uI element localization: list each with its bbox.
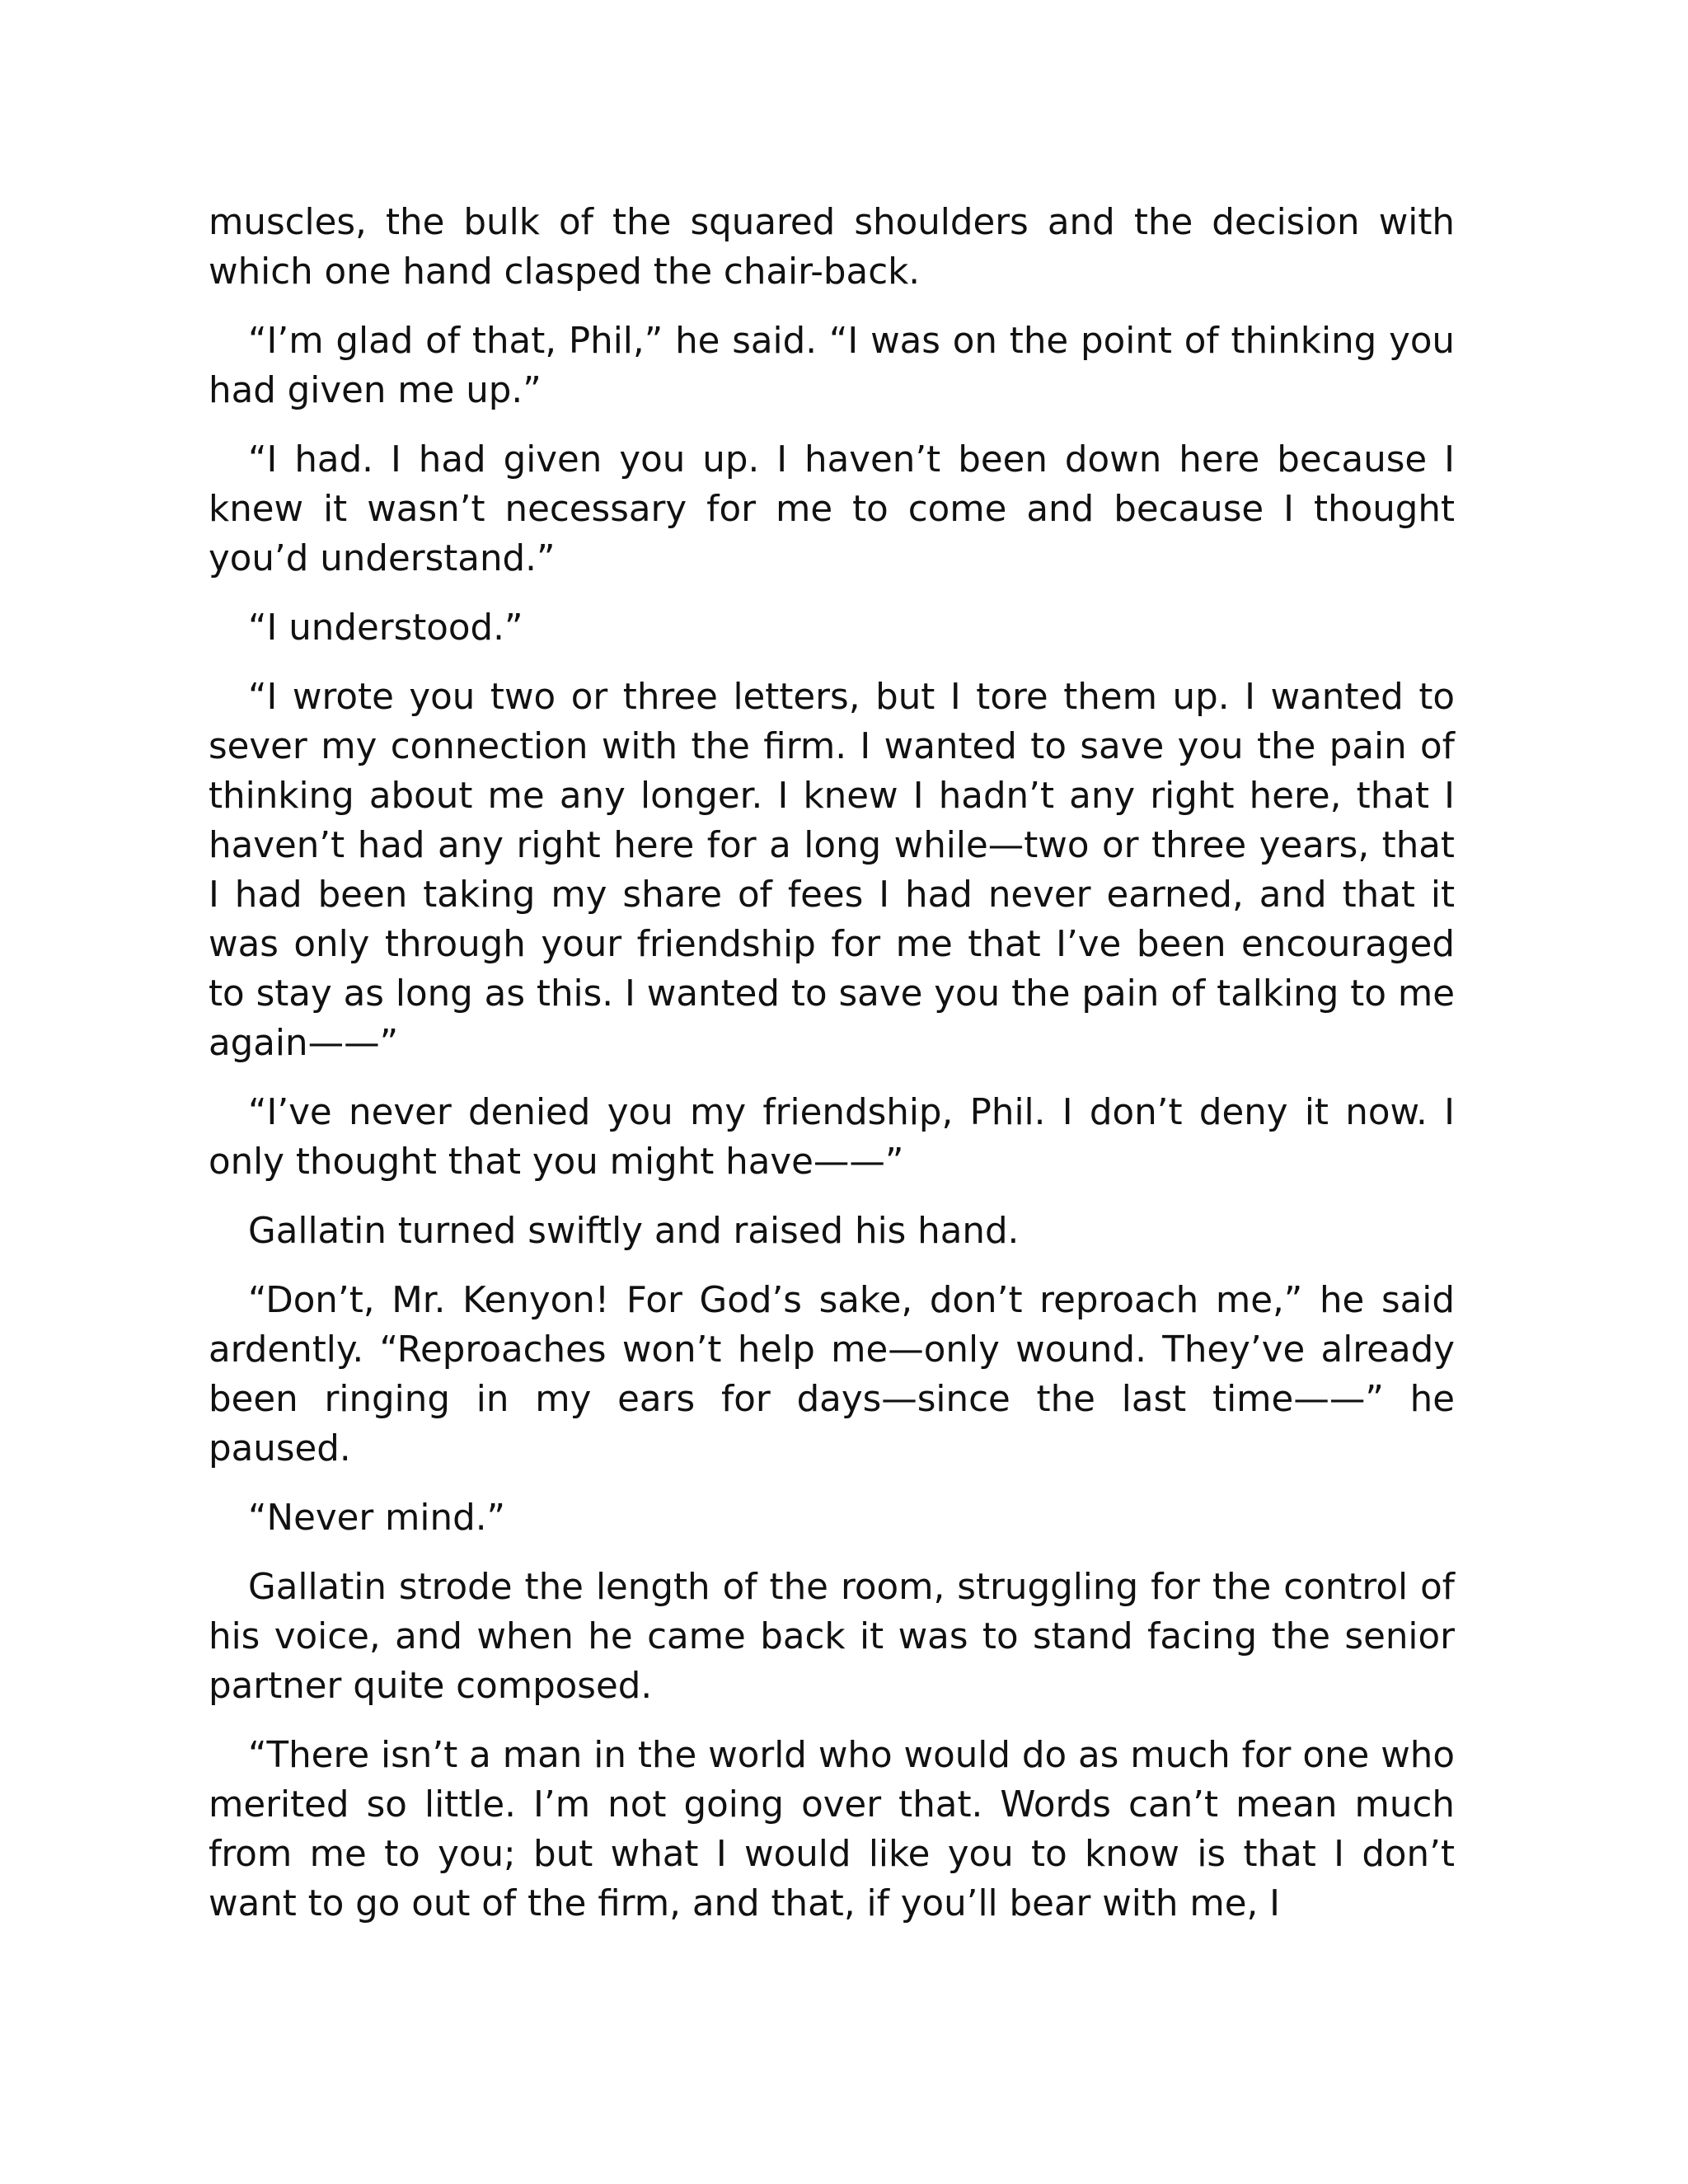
paragraph-2: “I’m glad of that, Phil,” he said. “I was on the point of thinking you had given me up.”: [209, 321, 1455, 411]
paragraph-7: Gallatin turned swiftly and raised his hand.: [248, 1211, 1020, 1252]
paragraph-4: “I understood.”: [248, 607, 523, 649]
paragraph-8: “Don’t, Mr. Kenyon! For God’s sake, don’t reproach me,” he said ardently. “Reproaches won’t help me—only wound. They’ve already been ringing in my ears for days—since the last time——” he paused.: [209, 1280, 1455, 1469]
paragraph-6: “I’ve never denied you my friendship, Phil. I don’t deny it now. I only thought that you might have——”: [209, 1092, 1455, 1183]
paragraph-3: “I had. I had given you up. I haven’t been down here because I knew it wasn’t necessary for me to come and because I thought you’d understand.”: [209, 439, 1455, 579]
paragraph-9: “Never mind.”: [248, 1497, 506, 1539]
paragraph-1: muscles, the bulk of the squared shoulders and the decision with which one hand clasped the chair-back.: [209, 202, 1455, 293]
page-body: [209, 198, 1455, 1948]
paragraph-5: “I wrote you two or three letters, but I tore them up. I wanted to sever my connection with the firm. I wanted to save you the pain of thinking about me any longer. I knew I hadn’t any right here, that I haven’t had any right here for a long while—two or three years, that I had been taking my share of fees I had never earned, and that it was only through your friendship for me that I’ve been encouraged to stay as long as this. I wanted to save you the pain of talking to me again——”: [209, 677, 1455, 1064]
paragraph-10: Gallatin strode the length of the room, struggling for the control of his voice, and when he came back it was to stand facing the senior partner quite composed.: [209, 1567, 1455, 1707]
paragraph-11: “There isn’t a man in the world who would do as much for one who merited so little. I’m not going over that. Words can’t mean much from me to you; but what I would like you to know is that I don’t want to go out of the firm, and that, if you’ll bear with me, I: [209, 1735, 1455, 1924]
